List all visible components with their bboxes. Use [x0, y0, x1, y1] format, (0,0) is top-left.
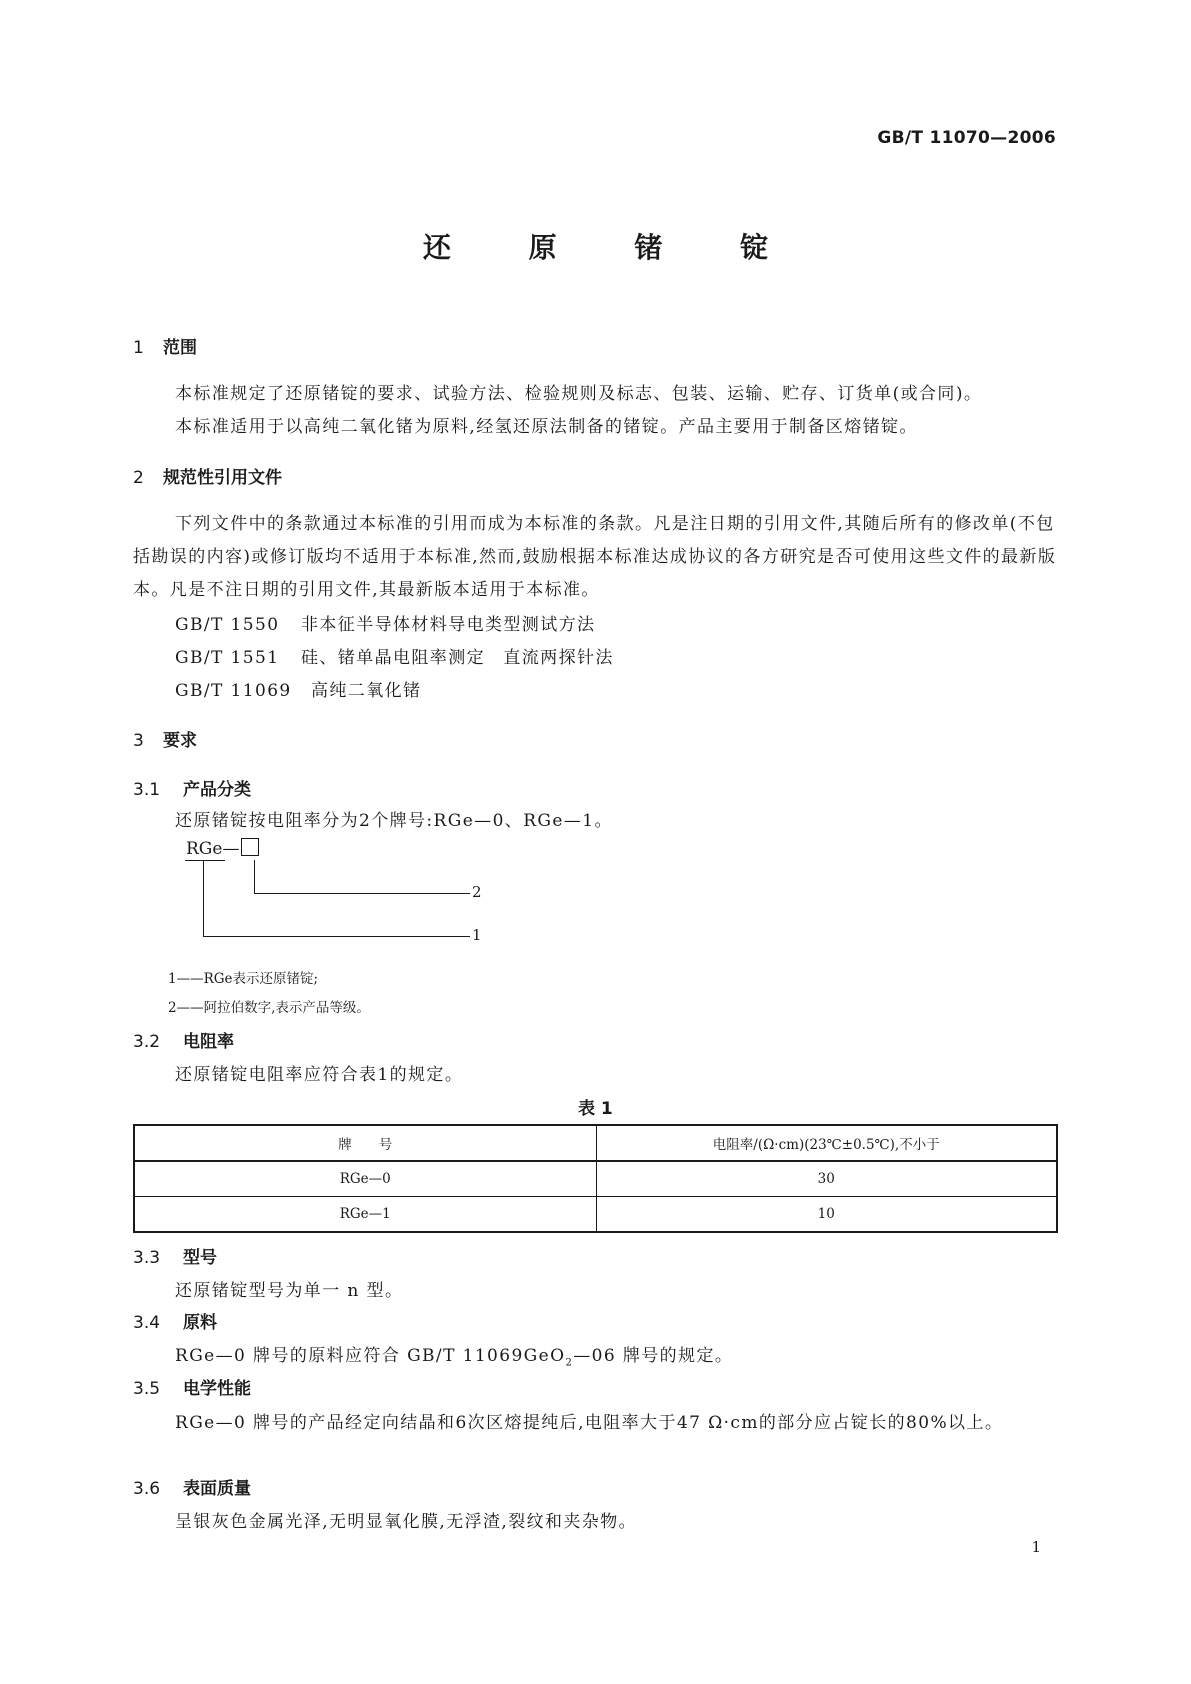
- section-title: 电学性能: [183, 1379, 251, 1399]
- section-title: 产品分类: [183, 780, 251, 800]
- paragraph: RGe—0 牌号的原料应符合 GB/T 11069GeO$_2$—06 牌号的规定。: [175, 1346, 734, 1369]
- reference-item: [175, 676, 421, 701]
- table-caption: 表 1: [578, 1099, 613, 1119]
- subsection-3-4-heading: [133, 1308, 217, 1333]
- reference-title: 硅、锗单晶电阻率测定 直流两探针法: [301, 648, 614, 668]
- underline: [185, 860, 225, 861]
- reference-title: 高纯二氧化锗: [311, 681, 422, 701]
- section-title: 型号: [183, 1248, 217, 1268]
- table-cell: RGe—1: [134, 1197, 596, 1233]
- page-number: 1: [1031, 1538, 1041, 1556]
- section-title: 电阻率: [183, 1032, 234, 1052]
- section-number: 1: [133, 338, 144, 358]
- leader-line: [203, 936, 470, 937]
- designation-diagram: [183, 838, 503, 948]
- diagram-note: 2——阿拉伯数字,表示产品等级。: [168, 1000, 370, 1016]
- paragraph: 还原锗锭电阻率应符合表1的规定。: [175, 1065, 464, 1085]
- reference-code: GB/T 11069: [175, 681, 292, 701]
- diagram-note: 1——RGe表示还原锗锭;: [168, 971, 319, 987]
- paragraph: 还原锗锭按电阻率分为2个牌号:RGe—0、RGe—1。: [175, 811, 613, 831]
- paragraph: 还原锗锭型号为单一 n 型。: [175, 1281, 404, 1301]
- table-header-row: [134, 1125, 1057, 1161]
- section-title: 规范性引用文件: [163, 468, 282, 488]
- section-number: 3.1: [133, 780, 161, 800]
- section-title: 范围: [163, 338, 197, 358]
- section-1-heading: [133, 333, 197, 358]
- section-number: 3.6: [133, 1479, 161, 1499]
- section-2-heading: [133, 463, 282, 488]
- paragraph: 下列文件中的条款通过本标准的引用而成为本标准的条款。凡是注日期的引用文件,其随后所有的修改单(不包括勘误的内容)或修订版均不适用于本标准,然而,鼓励根据本标准达成协议的各方研究是否可使用这些文件的最新版本。凡是不注日期的引用文件,其最新版本适用于本标准。: [133, 514, 1057, 600]
- placeholder-box: [241, 838, 259, 856]
- table-cell: 30: [596, 1161, 1057, 1197]
- paragraph: RGe—0 牌号的产品经定向结晶和6次区熔提纯后,电阻率大于47 Ω·cm的部分应占锭长的80%以上。: [175, 1413, 1004, 1433]
- callout-number: 1: [472, 926, 482, 944]
- section-number: 3: [133, 731, 144, 751]
- leader-line: [254, 893, 470, 894]
- section-title: 原料: [183, 1313, 217, 1333]
- section-number: 2: [133, 468, 144, 488]
- table-cell: 10: [596, 1197, 1057, 1233]
- reference-title: 非本征半导体材料导电类型测试方法: [301, 615, 596, 635]
- document-title: 还 原 锗 锭: [422, 231, 803, 264]
- subsection-3-6-heading: [133, 1474, 251, 1499]
- section-number: 3.3: [133, 1248, 161, 1268]
- subsection-3-5-heading: [133, 1374, 251, 1399]
- paragraph: 本标准规定了还原锗锭的要求、试验方法、检验规则及标志、包装、运输、贮存、订货单(或合同)。: [175, 384, 983, 404]
- standard-code: GB/T 11070—2006: [877, 128, 1056, 148]
- table-row: [134, 1161, 1057, 1197]
- table-row: [134, 1197, 1057, 1233]
- table-header-cell: 牌 号: [134, 1125, 596, 1161]
- reference-item: [175, 610, 595, 635]
- table-cell: RGe—0: [134, 1161, 596, 1197]
- section-3-heading: [133, 726, 197, 751]
- section-title: 要求: [163, 731, 197, 751]
- section-number: 3.2: [133, 1032, 161, 1052]
- resistivity-table: [133, 1124, 1058, 1233]
- section-title: 表面质量: [183, 1479, 251, 1499]
- paragraph: 本标准适用于以高纯二氧化锗为原料,经氢还原法制备的锗锭。产品主要用于制备区熔锗锭。: [175, 417, 918, 437]
- leader-line: [254, 860, 255, 894]
- section-number: 3.4: [133, 1313, 161, 1333]
- section-number: 3.5: [133, 1379, 161, 1399]
- subsection-3-2-heading: [133, 1027, 234, 1052]
- subsection-3-3-heading: [133, 1243, 217, 1268]
- designation-label: RGe—: [186, 838, 259, 859]
- callout-number: 2: [472, 883, 482, 901]
- reference-code: GB/T 1550: [175, 615, 280, 635]
- leader-line: [203, 860, 204, 937]
- subsection-3-1-heading: [133, 775, 251, 800]
- paragraph: 呈银灰色金属光泽,无明显氧化膜,无浮渣,裂纹和夹杂物。: [175, 1512, 638, 1532]
- reference-code: GB/T 1551: [175, 648, 280, 668]
- subscript: 2: [565, 1357, 574, 1369]
- table-header-cell: 电阻率/(Ω·cm)(23℃±0.5℃),不小于: [596, 1125, 1057, 1161]
- reference-item: [175, 643, 614, 668]
